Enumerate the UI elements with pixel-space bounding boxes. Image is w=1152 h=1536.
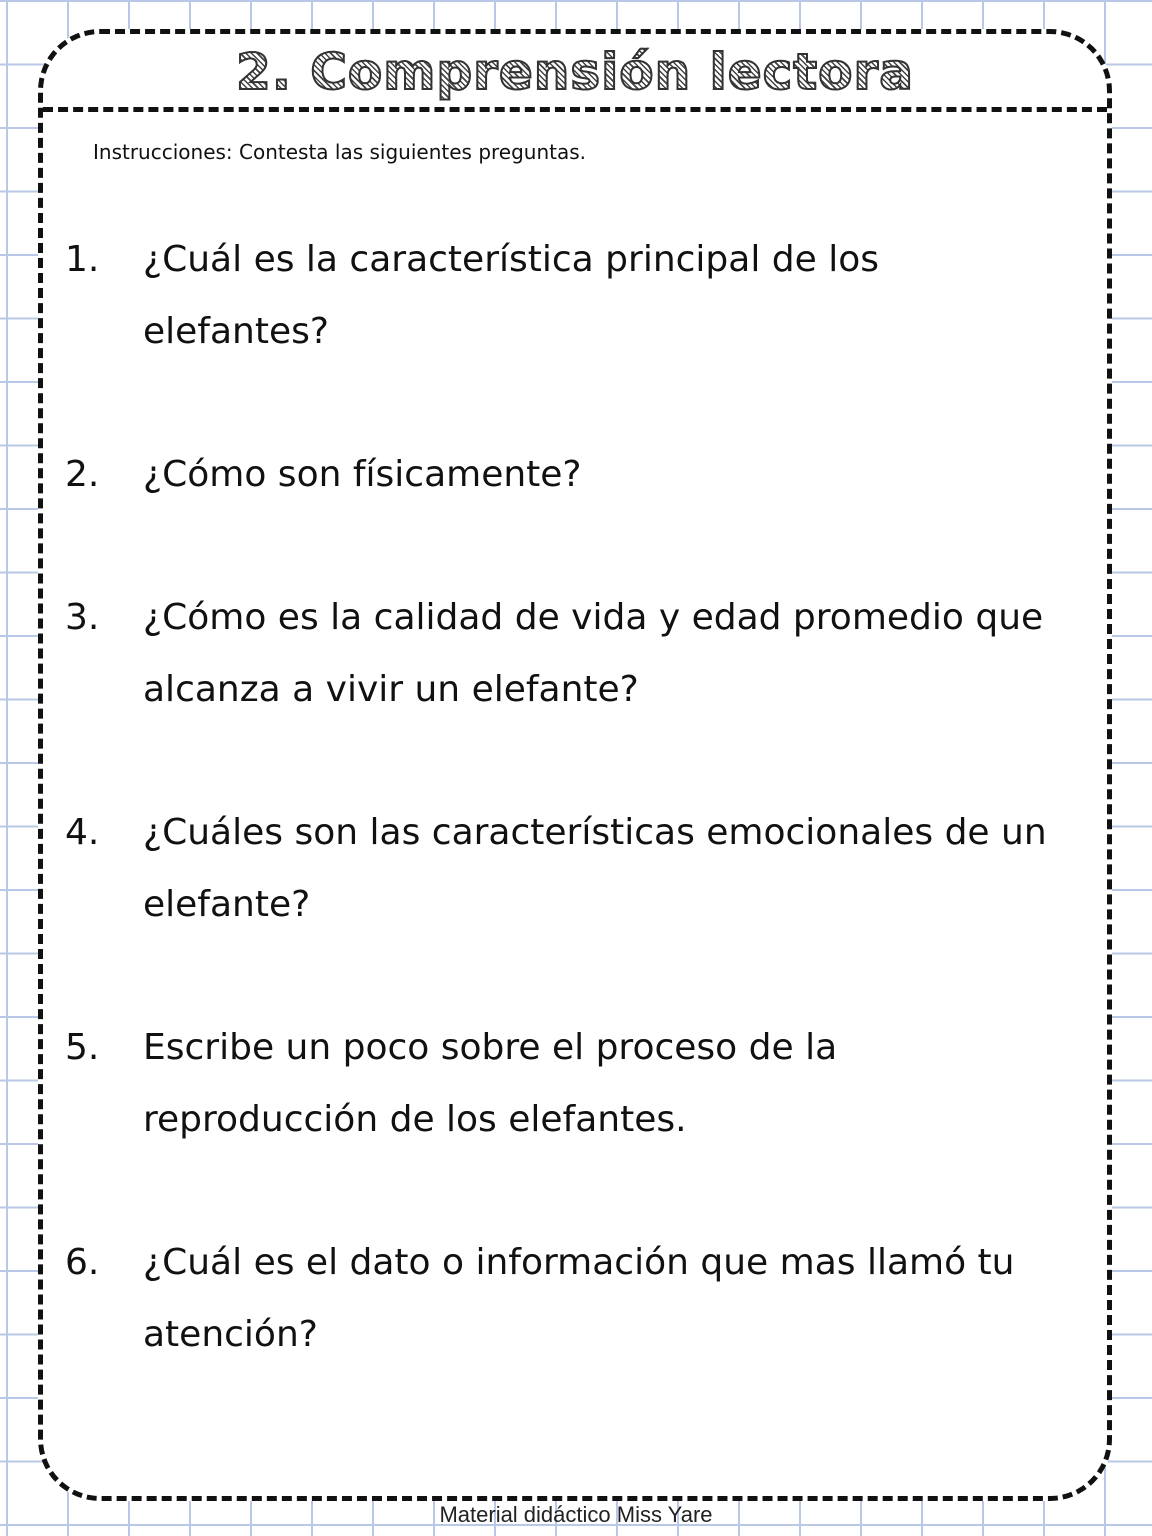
worksheet-card bbox=[38, 29, 1112, 1501]
question-text: ¿Cuál es la característica principal de los elefantes? bbox=[143, 239, 880, 352]
instructions: Instrucciones: Contesta las siguientes preguntas. bbox=[93, 140, 587, 164]
question-number: 2. bbox=[65, 454, 100, 495]
question-number: 4. bbox=[65, 812, 100, 853]
question-number: 1. bbox=[65, 239, 100, 280]
page-title: 2. Comprensión lectora bbox=[236, 43, 914, 101]
question-text: ¿Cómo son físicamente? bbox=[143, 454, 582, 495]
question-text: ¿Cómo es la calidad de vida y edad promedio que alcanza a vivir un elefante? bbox=[143, 597, 1044, 710]
question-text: Escribe un poco sobre el proceso de la reproducción de los elefantes. bbox=[143, 1027, 838, 1140]
question-text: ¿Cuáles son las características emocionales de un elefante? bbox=[143, 812, 1047, 925]
question-number: 6. bbox=[65, 1242, 100, 1283]
question-number: 5. bbox=[65, 1027, 100, 1068]
question-number: 3. bbox=[65, 597, 100, 638]
footer-credit: Material didáctico Miss Yare bbox=[439, 1502, 713, 1527]
worksheet-header bbox=[43, 34, 1107, 112]
question-text: ¿Cuál es el dato o información que mas llamó tu atención? bbox=[143, 1242, 1015, 1355]
